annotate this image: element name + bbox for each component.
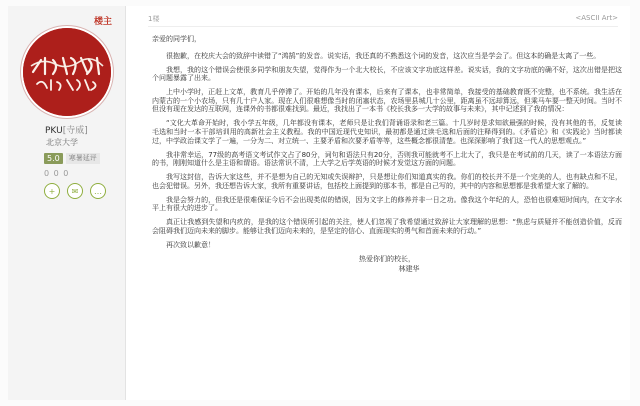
user-organization: 北京大学	[46, 138, 78, 147]
floor-number: 1楼	[148, 15, 160, 23]
score-row	[44, 152, 100, 164]
signature-name: 林建华	[398, 265, 420, 274]
message-icon[interactable]: ✉	[67, 183, 83, 199]
follow-icon[interactable]: +	[44, 183, 60, 199]
paragraph: 很抱歉，在校庆大会的致辞中读错了“鸿鹄”的发音。说实话，我还真的不熟悉这个词的发音，这次应当是学会了。但这本的确是太离了一些。	[166, 51, 601, 60]
user-id[interactable]: PKU	[45, 126, 63, 136]
ascii-art-link[interactable]: <ASCII Art>	[575, 14, 618, 22]
more-icon[interactable]: …	[90, 183, 106, 199]
score-label: 寒暑延评	[66, 153, 100, 164]
divider	[148, 26, 618, 27]
paragraph: 上中小学时，正赶上文革，教育几乎停滞了。开始的几年没有课本，后来有了课本，也非常简单，我接受的基础教育既不完整，也不系统。我生活在内蒙古的一个小农场，只有几十户人家。现在人们很难想像当时的闭塞状态，农场里县城几十公里，距离虽不远却算远，但乘马车要一整天时间。当时不但没有现在发达的互联网，连课外的书都很难找到。最近，我找出了一本书《校长我多一大学的故事与未来》，其中记述到了我的情况：	[152, 88, 622, 114]
avatar-calligraphy-image	[23, 28, 111, 116]
paragraph: 真正让我感到失望和内疚的，是我的这个错误所引起的关注，使人们忽视了我希望通过致辞让大家理解的思想：“焦虑与质疑并不能创造价值，反而会阻碍我们迈向未来的脚步。能够让我们迈向未来的，是坚定的信心、直面现实的勇气和首面未来的行动。”	[152, 218, 622, 235]
user-name[interactable]	[45, 123, 88, 136]
greeting: 亲爱的同学们，	[152, 35, 201, 43]
post-body	[126, 6, 630, 400]
user-actions	[44, 183, 106, 199]
owner-badge: 楼主	[94, 17, 113, 27]
paragraph: 我非常幸运，77级的高考语文考试作文占了80分，词句和语法只有20分，否则我可能就考不上北大了，我只是在考试前的几天，读了一本语法方面的书，刚刚知道什么是主语和谓语。语法常识不清，上大学之后学英语的时候才发觉这方面的问题。	[152, 150, 622, 168]
paragraph-quote: “文化大革命开始时，我小学五年级，几年都没有课本，老师只是让我们背诵语录和老三篇。十几岁时是求知欲最强的时候，没有其他的书，反复读毛选和当时一本干部培训用的高新社会主义教程。我的中国近现代史知识，最初都是通过读毛选和后面的注释得到的。《矛盾论》和《实践论》当时都读过，中学政治课文学了一遍，一分为二、对立统一、主要矛盾和次要矛盾等等，这些概念都很清楚。也深深影响了我们这一代人的思想观点。”	[152, 119, 622, 145]
avatar[interactable]	[23, 28, 111, 116]
score-badge: 5.0	[44, 153, 63, 164]
paragraph: 我想，我的这个错误会使很多同学和朋友失望，觉得作为一个北大校长，不应该文字功底这样差。说实话，我的文字功底的确不好，这次出错是把这个问题暴露了出来。	[152, 65, 622, 83]
user-tag: [寺威]	[62, 126, 88, 136]
user-panel	[8, 6, 126, 400]
closing-line: 再次致以歉意！	[166, 240, 215, 249]
post-content	[152, 35, 622, 274]
paragraph: 我是会努力的，但我还是很难保证今后不会出现类似的错误，因为文字上的修养并非一日之功。像我这个年纪的人，恐怕也很难短时间内，在文字水平上有很大的进步了。	[152, 195, 622, 213]
signature-line: 热爱你们的校长，	[359, 254, 415, 263]
paragraph: 我写这封信，告诉大家这些，并不是想为自己的无知或失误辩护，只是想让你们知道真实的我。你们的校长并不是一个完美的人，也有缺点和不足，也会犯错误。另外，我还想告诉大家，我所有重要讲话，包括校上面提到的那本书，都是自己写的，其中的内容和思想都是我希望大家了解的。	[152, 173, 622, 190]
user-stats: 0 0 0	[44, 169, 70, 178]
